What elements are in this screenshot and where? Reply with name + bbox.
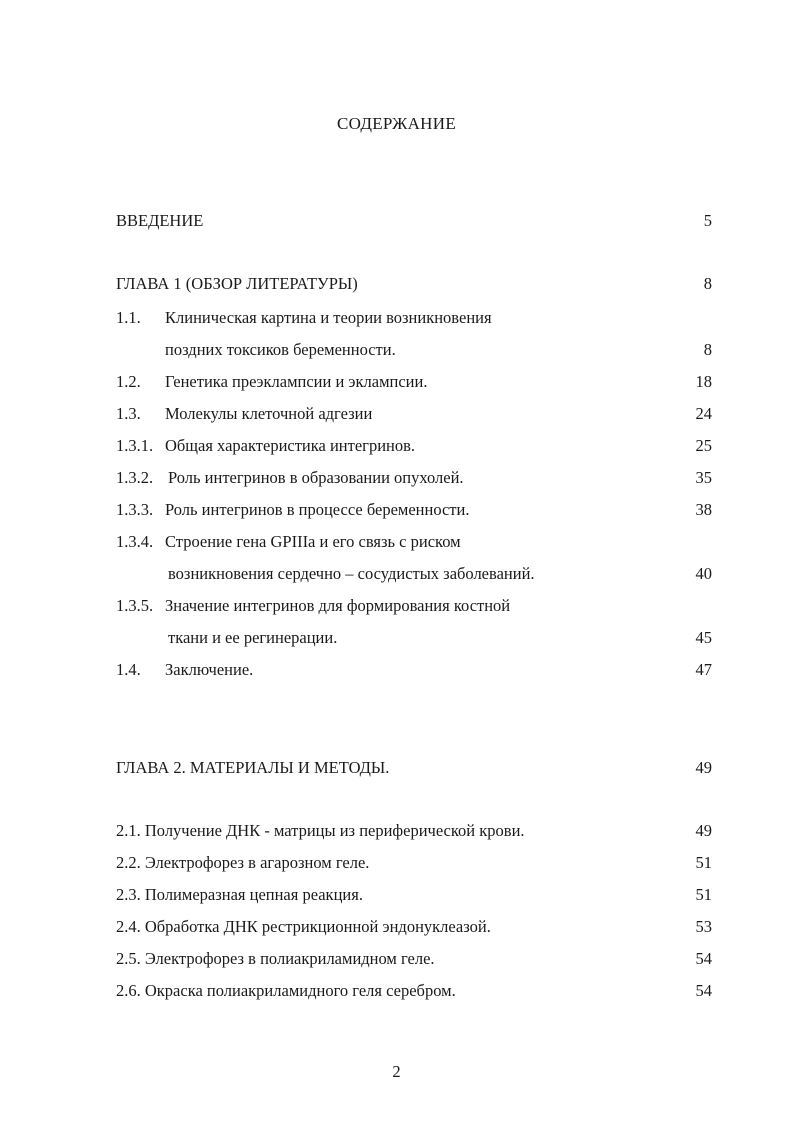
toc-entry [0, 434, 793, 458]
toc-entry [0, 370, 793, 394]
toc-entry-title: 2.6. Окраска полиакриламидного геля серебром. [116, 981, 456, 1000]
toc-entry [0, 819, 793, 843]
page-number: 2 [392, 1062, 401, 1081]
toc-entry [0, 402, 793, 426]
toc-entry [0, 530, 793, 554]
toc-entry-title: Генетика преэклампсии и эклампсии. [165, 372, 428, 391]
toc-entry-title: Заключение. [165, 660, 254, 679]
toc-entry-number: 1.2. [116, 372, 141, 391]
toc-entry [0, 466, 793, 490]
toc-entry-page: 53 [695, 917, 712, 936]
toc-entry-page: 49 [695, 758, 712, 777]
toc-entry-page: 8 [703, 340, 712, 359]
toc-entry-number: 1.1. [116, 308, 141, 327]
toc-entry [0, 883, 793, 907]
toc-entry-number: 1.3.1. [116, 436, 154, 455]
toc-entry-title: ВВЕДЕНИЕ [116, 211, 204, 230]
toc-entry [0, 979, 793, 1003]
toc-entry [0, 915, 793, 939]
toc-entry [0, 338, 793, 362]
toc-entry-title: Молекулы клеточной адгезии [165, 404, 373, 423]
toc-entry-title: Клиническая картина и теории возникновения [165, 308, 492, 327]
toc-entry-title: ГЛАВА 2. МАТЕРИАЛЫ И МЕТОДЫ. [116, 758, 390, 777]
toc-entry-page: 40 [695, 564, 712, 583]
toc-entry-title: 2.1. Получение ДНК - матрицы из периферической крови. [116, 821, 525, 840]
toc-entry-title: Строение гена GPIIIa и его связь с риском [165, 532, 461, 551]
toc-entry [0, 498, 793, 522]
toc-entry-number: 1.3.5. [116, 596, 154, 615]
toc-entry-title: Роль интегринов в процессе беременности. [165, 500, 470, 519]
toc-entry-page: 35 [695, 468, 712, 487]
toc-entry-page: 45 [695, 628, 712, 647]
toc-entry-number: 1.3.2. [116, 468, 154, 487]
toc-entry-title: 2.3. Полимеразная цепная реакция. [116, 885, 363, 904]
toc-entry-page: 24 [695, 404, 712, 423]
toc-entry [0, 562, 793, 586]
toc-entry-page: 54 [695, 949, 712, 968]
toc-entry [0, 851, 793, 875]
toc-entry-number: 1.3. [116, 404, 141, 423]
toc-entry-number: 1.3.3. [116, 500, 154, 519]
toc-entry-page: 51 [695, 853, 712, 872]
page-title: СОДЕРЖАНИЕ [336, 114, 457, 133]
toc-entry [0, 658, 793, 682]
toc-entry-title: 2.5. Электрофорез в полиакриламидном геле. [116, 949, 435, 968]
toc-entry-title: ткани и ее регинерации. [168, 628, 338, 647]
toc-entry-number: 1.3.4. [116, 532, 154, 551]
toc-entry-page: 5 [703, 211, 712, 230]
toc-entry-title: Общая характеристика интегринов. [165, 436, 416, 455]
toc-entry-page: 54 [695, 981, 712, 1000]
toc-entry-title: ГЛАВА 1 (ОБЗОР ЛИТЕРАТУРЫ) [116, 274, 358, 293]
toc-entry [0, 209, 793, 233]
toc-entry-page: 49 [695, 821, 712, 840]
toc-entry-page: 18 [695, 372, 712, 391]
toc-entry-page: 51 [695, 885, 712, 904]
toc-entry-title: поздних токсиков беременности. [165, 340, 396, 359]
toc-entry-title: 2.4. Обработка ДНК рестрикционной эндонуклеазой. [116, 917, 491, 936]
toc-entry-page: 8 [703, 274, 712, 293]
toc-entry-number: 1.4. [116, 660, 141, 679]
toc-entry [0, 756, 793, 780]
toc-entry [0, 594, 793, 618]
toc-entry [0, 272, 793, 296]
toc-entry-page: 47 [695, 660, 712, 679]
toc-entry-title: возникновения сердечно – сосудистых заболеваний. [168, 564, 535, 583]
toc-entry-page: 25 [695, 436, 712, 455]
toc-entry [0, 626, 793, 650]
toc-entry [0, 947, 793, 971]
toc-entry [0, 306, 793, 330]
toc-entry-title: Значение интегринов для формирования костной [165, 596, 511, 615]
toc-entry-page: 38 [695, 500, 712, 519]
toc-entry-title: 2.2. Электрофорез в агарозном геле. [116, 853, 370, 872]
toc-entry-title: Роль интегринов в образовании опухолей. [168, 468, 464, 487]
